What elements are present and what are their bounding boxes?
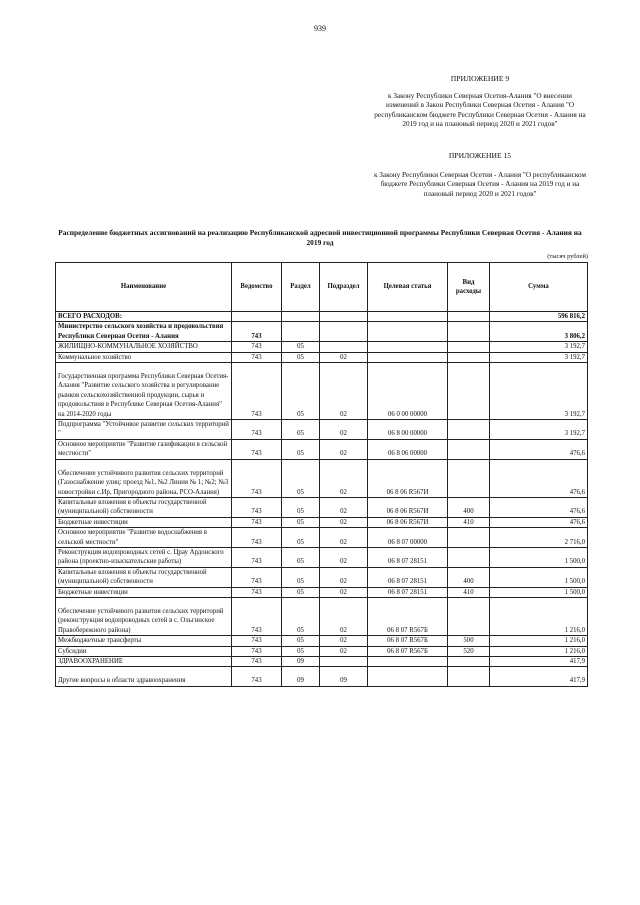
row-target: 06 8 07 28151 bbox=[368, 587, 448, 597]
row-subsection: 02 bbox=[320, 636, 368, 646]
row-sum: 476,6 bbox=[490, 497, 588, 517]
row-type bbox=[448, 322, 490, 342]
row-sum: 3 192,7 bbox=[490, 420, 588, 440]
table-row bbox=[56, 459, 588, 497]
row-subsection: 02 bbox=[320, 517, 368, 527]
header-type: Вид расходы bbox=[448, 263, 490, 312]
table-row bbox=[56, 636, 588, 646]
row-subsection: 02 bbox=[320, 528, 368, 548]
appendix-15-title: ПРИЛОЖЕНИЕ 15 bbox=[448, 151, 512, 160]
row-section bbox=[282, 322, 320, 342]
row-dept: 743 bbox=[232, 459, 282, 497]
row-dept: 743 bbox=[232, 322, 282, 342]
row-dept: 743 bbox=[232, 497, 282, 517]
row-name: Обеспечение устойчивого развития сельских территорий (реконструкция водопроводных сетей в с. Ольгинское Правобережного района) bbox=[56, 597, 232, 635]
row-subsection bbox=[320, 322, 368, 342]
table-row bbox=[56, 342, 588, 352]
row-name: Основное мероприятие "Развитие водоснабжения в сельской местности" bbox=[56, 528, 232, 548]
row-target: 06 0 00 00000 bbox=[368, 363, 448, 420]
row-section: 05 bbox=[282, 517, 320, 527]
row-target: 06 8 06 R567И bbox=[368, 517, 448, 527]
row-subsection: 02 bbox=[320, 497, 368, 517]
row-section: 05 bbox=[282, 363, 320, 420]
row-sum: 3 192,7 bbox=[490, 352, 588, 362]
row-dept: 743 bbox=[232, 657, 282, 667]
row-target: 06 8 07 R567Б bbox=[368, 646, 448, 656]
row-subsection: 02 bbox=[320, 587, 368, 597]
row-sum: 417,9 bbox=[490, 657, 588, 667]
row-type: 400 bbox=[448, 497, 490, 517]
row-name: Капитальные вложения в объекты государственной (муниципальной) собственности bbox=[56, 497, 232, 517]
row-type bbox=[448, 352, 490, 362]
row-subsection: 02 bbox=[320, 439, 368, 459]
row-name: ВСЕГО РАСХОДОВ: bbox=[56, 312, 232, 322]
row-dept: 743 bbox=[232, 363, 282, 420]
row-type bbox=[448, 459, 490, 497]
header-section: Раздел bbox=[282, 263, 320, 312]
header-name: Наименование bbox=[56, 263, 232, 312]
row-section bbox=[282, 312, 320, 322]
row-dept bbox=[232, 312, 282, 322]
row-dept: 743 bbox=[232, 667, 282, 686]
table-row bbox=[56, 322, 588, 342]
row-section: 05 bbox=[282, 459, 320, 497]
row-target: 06 8 07 28151 bbox=[368, 567, 448, 587]
row-type bbox=[448, 439, 490, 459]
row-dept: 743 bbox=[232, 587, 282, 597]
row-subsection: 02 bbox=[320, 547, 368, 567]
row-name: Субсидии bbox=[56, 646, 232, 656]
row-subsection bbox=[320, 657, 368, 667]
row-dept: 743 bbox=[232, 646, 282, 656]
row-section: 05 bbox=[282, 646, 320, 656]
appendix-9-block bbox=[372, 74, 588, 130]
row-section: 05 bbox=[282, 497, 320, 517]
appendix-9-text: к Закону Республики Северная Осетия-Алания "О внесении изменений в Закон Республики Северная Осетия - Алания "О республиканском бюджете Республики Северная Осетия - Алания на 2019 год и на плановый период 2020 и 2021 годов" bbox=[374, 91, 586, 128]
row-type: 410 bbox=[448, 587, 490, 597]
row-section: 05 bbox=[282, 567, 320, 587]
row-sum: 476,6 bbox=[490, 517, 588, 527]
table-row bbox=[56, 567, 588, 587]
row-sum: 1 500,0 bbox=[490, 547, 588, 567]
row-type bbox=[448, 363, 490, 420]
row-target: 06 8 06 00000 bbox=[368, 439, 448, 459]
row-name: Подпрограмма "Устойчивое развитие сельских территорий " bbox=[56, 420, 232, 440]
row-target bbox=[368, 342, 448, 352]
row-type bbox=[448, 597, 490, 635]
row-sum: 3 806,2 bbox=[490, 322, 588, 342]
row-dept: 743 bbox=[232, 517, 282, 527]
row-subsection: 02 bbox=[320, 597, 368, 635]
header-subsection: Подраздел bbox=[320, 263, 368, 312]
table-row bbox=[56, 657, 588, 667]
row-dept: 743 bbox=[232, 420, 282, 440]
row-target bbox=[368, 312, 448, 322]
table-row bbox=[56, 587, 588, 597]
row-name: Министерство сельского хозяйства и продовольствия Республики Северная Осетия - Алания bbox=[56, 322, 232, 342]
row-sum: 476,6 bbox=[490, 459, 588, 497]
row-sum: 3 192,7 bbox=[490, 342, 588, 352]
header-dept: Ведомство bbox=[232, 263, 282, 312]
row-sum: 1 500,0 bbox=[490, 587, 588, 597]
row-section: 05 bbox=[282, 636, 320, 646]
row-name: Другие вопросы в области здравоохранения bbox=[56, 667, 232, 686]
row-section: 05 bbox=[282, 342, 320, 352]
row-subsection: 02 bbox=[320, 420, 368, 440]
row-target: 06 8 00 00000 bbox=[368, 420, 448, 440]
row-name: Бюджетные инвестиции bbox=[56, 517, 232, 527]
row-target: 06 8 07 28151 bbox=[368, 547, 448, 567]
row-target bbox=[368, 322, 448, 342]
row-type bbox=[448, 528, 490, 548]
table-row bbox=[56, 363, 588, 420]
row-section: 09 bbox=[282, 667, 320, 686]
row-sum: 1 216,0 bbox=[490, 646, 588, 656]
row-section: 09 bbox=[282, 657, 320, 667]
table-row bbox=[56, 547, 588, 567]
row-name: Бюджетные инвестиции bbox=[56, 587, 232, 597]
appendix-9-title: ПРИЛОЖЕНИЕ 9 bbox=[450, 74, 510, 83]
table-row bbox=[56, 528, 588, 548]
table-row bbox=[56, 352, 588, 362]
row-name: Реконструкция водопроводных сетей с. Црау Ардонского района (проектно-изыскательские работы) bbox=[56, 547, 232, 567]
table-row bbox=[56, 439, 588, 459]
row-sum: 417,9 bbox=[490, 667, 588, 686]
table-row bbox=[56, 312, 588, 322]
row-subsection: 09 bbox=[320, 667, 368, 686]
row-sum: 1 216,0 bbox=[490, 597, 588, 635]
row-target: 06 8 06 R567И bbox=[368, 459, 448, 497]
row-subsection: 02 bbox=[320, 459, 368, 497]
row-subsection: 02 bbox=[320, 363, 368, 420]
row-type: 500 bbox=[448, 636, 490, 646]
header-target: Целевая статья bbox=[368, 263, 448, 312]
row-dept: 743 bbox=[232, 636, 282, 646]
row-sum: 476,6 bbox=[490, 439, 588, 459]
row-dept: 743 bbox=[232, 439, 282, 459]
row-sum: 1 216,0 bbox=[490, 636, 588, 646]
row-section: 05 bbox=[282, 439, 320, 459]
row-section: 05 bbox=[282, 528, 320, 548]
row-subsection bbox=[320, 342, 368, 352]
row-dept: 743 bbox=[232, 567, 282, 587]
row-sum: 2 716,0 bbox=[490, 528, 588, 548]
row-subsection: 02 bbox=[320, 646, 368, 656]
row-type bbox=[448, 420, 490, 440]
row-target: 06 8 07 R567Б bbox=[368, 597, 448, 635]
appendix-15-block bbox=[372, 151, 588, 199]
row-type bbox=[448, 342, 490, 352]
row-type: 410 bbox=[448, 517, 490, 527]
row-sum: 1 500,0 bbox=[490, 567, 588, 587]
header-sum: Сумма bbox=[490, 263, 588, 312]
row-target: 06 8 07 R567Б bbox=[368, 636, 448, 646]
row-target: 06 8 06 R567И bbox=[368, 497, 448, 517]
row-target: 06 8 07 00000 bbox=[368, 528, 448, 548]
row-dept: 743 bbox=[232, 342, 282, 352]
row-section: 05 bbox=[282, 587, 320, 597]
row-subsection: 02 bbox=[320, 352, 368, 362]
appendix-15-text: к Закону Республики Северная Осетия - Алания "О республиканском бюджете Республики Северная Осетия - Алания на 2019 год и на плановый период 2020 и 2021 годов" bbox=[373, 170, 586, 198]
row-sum: 596 816,2 bbox=[490, 312, 588, 322]
row-name: Капитальные вложения в объекты государственной (муниципальной) собственности bbox=[56, 567, 232, 587]
row-type: 520 bbox=[448, 646, 490, 656]
row-name: ЗДРАВООХРАНЕНИЕ bbox=[56, 657, 232, 667]
row-type bbox=[448, 547, 490, 567]
table-header-row bbox=[56, 263, 588, 312]
row-type bbox=[448, 667, 490, 686]
row-sum: 3 192,7 bbox=[490, 363, 588, 420]
row-name: Обеспечение устойчивого развития сельских территорий (Газоснабжение улиц: проезд №1, №2 Линия № 1; №2; №3 новостройки с.Ир, Пригородного района, РСО-Алания) bbox=[56, 459, 232, 497]
row-dept: 743 bbox=[232, 528, 282, 548]
row-type bbox=[448, 312, 490, 322]
table-row bbox=[56, 646, 588, 656]
row-target bbox=[368, 657, 448, 667]
row-name: Межбюджетные трансферты bbox=[56, 636, 232, 646]
row-dept: 743 bbox=[232, 352, 282, 362]
row-type: 400 bbox=[448, 567, 490, 587]
row-dept: 743 bbox=[232, 597, 282, 635]
row-section: 05 bbox=[282, 352, 320, 362]
table-row bbox=[56, 517, 588, 527]
row-subsection: 02 bbox=[320, 567, 368, 587]
row-target bbox=[368, 352, 448, 362]
table-row bbox=[56, 497, 588, 517]
page-number: 939 bbox=[314, 24, 326, 33]
document-title: Распределение бюджетных ассигнований на реализацию Республиканской адресной инвестиционной программы Республики Северная Осетия - Алания на 2019 год bbox=[58, 228, 582, 247]
table-row bbox=[56, 667, 588, 686]
table-row bbox=[56, 597, 588, 635]
row-name: Государственная программа Республики Северная Осетия-Алания "Развитие сельского хозяйства и регулирование рынков сельскохозяйственной продукции, сырья и продовольствия в Республике Северная Осетия-Алания" на 2014-2020 годы bbox=[56, 363, 232, 420]
row-name: ЖИЛИЩНО-КОММУНАЛЬНОЕ ХОЗЯЙСТВО bbox=[56, 342, 232, 352]
row-section: 05 bbox=[282, 547, 320, 567]
row-section: 05 bbox=[282, 597, 320, 635]
table-row bbox=[56, 420, 588, 440]
row-dept: 743 bbox=[232, 547, 282, 567]
row-name: Основное мероприятие "Развитие газификации в сельской местности" bbox=[56, 439, 232, 459]
row-section: 05 bbox=[282, 420, 320, 440]
row-subsection bbox=[320, 312, 368, 322]
budget-table bbox=[55, 262, 588, 687]
row-type bbox=[448, 657, 490, 667]
units-label: (тысяч рублей) bbox=[547, 253, 588, 260]
row-name: Коммунальное хозяйство bbox=[56, 352, 232, 362]
row-target bbox=[368, 667, 448, 686]
